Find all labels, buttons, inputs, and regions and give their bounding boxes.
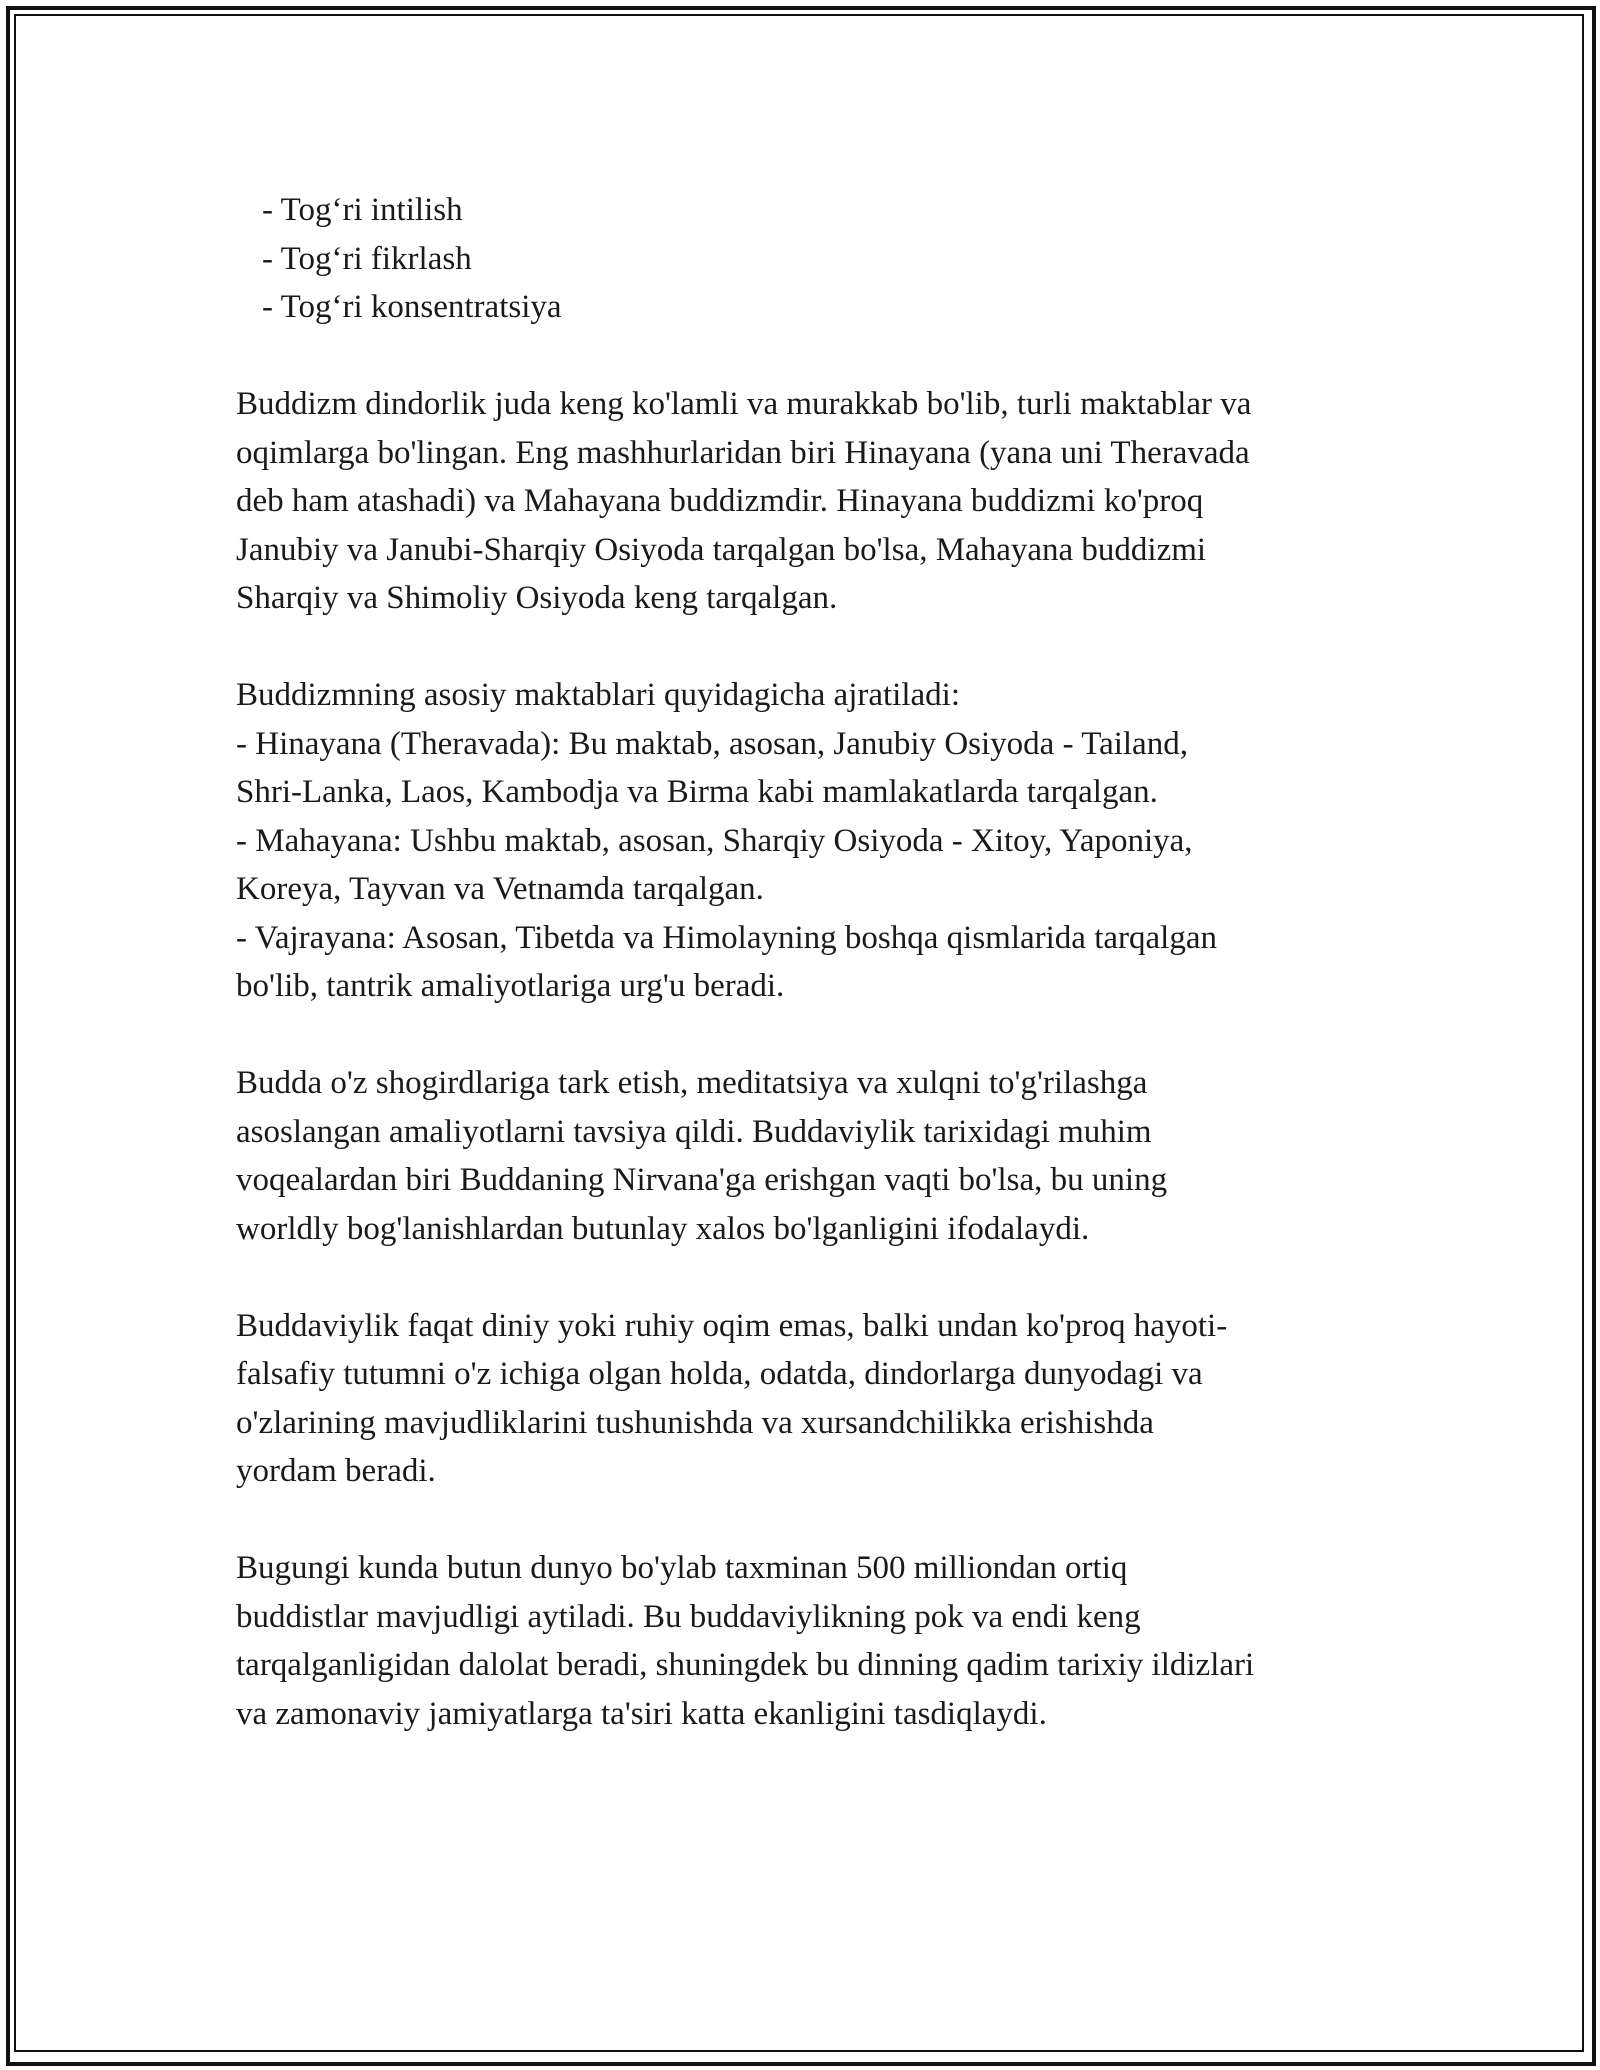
text-line: Sharqiy va Shimoliy Osiyoda keng tarqalgan. (236, 580, 838, 616)
text-line: bo'lib, tantrik amaliyotlariga urg'u beradi. (236, 968, 785, 1004)
bullet-item: - Tog‘ri konsentratsiya (262, 289, 562, 325)
paragraph-main-schools (236, 671, 1386, 1011)
text-line: Koreya, Tayvan va Vetnamda tarqalgan. (236, 871, 764, 907)
document-body (236, 186, 1386, 1738)
text-line: Buddizm dindorlik juda keng ko'lamli va murakkab bo'lib, turli maktablar va (236, 386, 1252, 422)
text-line: tarqalganligidan dalolat beradi, shuningdek bu dinning qadim tarixiy ildizlari (236, 1647, 1255, 1683)
text-line: - Mahayana: Ushbu maktab, asosan, Sharqiy Osiyoda - Xitoy, Yaponiya, (236, 822, 1193, 859)
text-line: Budda o'z shogirdlariga tark etish, meditatsiya va xulqni to'g'rilashga (236, 1065, 1148, 1101)
text-line: Buddizmning asosiy maktablari quyidagicha ajratiladi: (236, 677, 960, 713)
text-line: o'zlarining mavjudliklarini tushunishda va xursandchilikka erishishda (236, 1404, 1154, 1441)
text-line: yordam beradi. (236, 1453, 436, 1489)
text-line: falsafiy tutumni o'z ichiga olgan holda, odatda, dindorlarga dunyodagi va (236, 1356, 1203, 1392)
text-line: asoslangan amaliyotlarni tavsiya qildi. Buddaviylik tarixidagi muhim (236, 1113, 1152, 1150)
text-line: voqealardan biri Buddaning Nirvana'ga erishgan vaqti bo'lsa, bu uning (236, 1162, 1168, 1198)
text-line: - Vajrayana: Asosan, Tibetda va Himolayning boshqa qismlarida tarqalgan (236, 919, 1217, 956)
text-line: Buddaviylik faqat diniy yoki ruhiy oqim emas, balki undan ko'proq hayoti- (236, 1307, 1228, 1344)
text-line: worldly bog'lanishlardan butunlay xalos bo'lganligini ifodalaydi. (236, 1210, 1090, 1247)
text-line: - Hinayana (Theravada): Bu maktab, asosan, Janubiy Osiyoda - Tailand, (236, 725, 1188, 762)
text-line: buddistlar mavjudligi aytiladi. Bu buddaviylikning pok va endi keng (236, 1598, 1141, 1635)
text-line: oqimlarga bo'lingan. Eng mashhurlaridan biri Hinayana (yana uni Theravada (236, 434, 1250, 471)
paragraph-buddhism-schools-intro (236, 380, 1386, 623)
bullet-list (236, 186, 1386, 332)
bullet-item: - Tog‘ri intilish (262, 192, 463, 228)
text-line: Janubiy va Janubi-Sharqiy Osiyoda tarqalgan bo'lsa, Mahayana buddizmi (236, 531, 1207, 568)
text-line: Shri-Lanka, Laos, Kambodja va Birma kabi mamlakatlarda tarqalgan. (236, 774, 1158, 810)
bullet-item: - Tog‘ri fikrlash (262, 240, 472, 277)
paragraph-buddha-teachings (236, 1059, 1386, 1253)
text-line: va zamonaviy jamiyatlarga ta'siri katta ekanligini tasdiqlaydi. (236, 1695, 1047, 1732)
paragraph-today (236, 1544, 1386, 1738)
text-line: deb ham atashadi) va Mahayana buddizmdir. Hinayana buddizmi ko'proq (236, 483, 1204, 519)
paragraph-philosophy (236, 1302, 1386, 1496)
text-line: Bugungi kunda butun dunyo bo'ylab taxminan 500 milliondan ortiq (236, 1550, 1128, 1586)
